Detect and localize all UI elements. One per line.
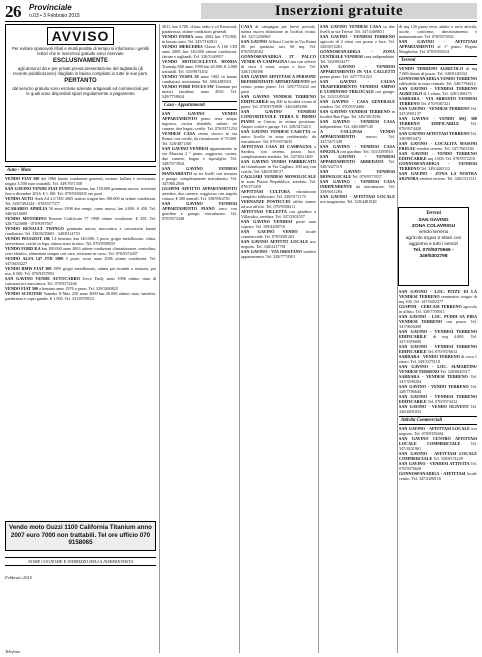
classified-ad — [5, 226, 156, 236]
ad-body: piano terra ampio ingresso, cucina abitabile, salone, tre camere, due bagni, cortile. Tel. 070/9371254 — [162, 116, 237, 131]
avviso-pertanto-title: PERTANTO — [64, 78, 97, 84]
ad-body: gommata nuova, meccanica e carrozzeria buone condizioni. Tel. 338/8235665 - 340/8314733 — [5, 226, 156, 236]
column-divider — [159, 24, 160, 653]
classified-ad — [320, 169, 395, 179]
ad-headline: GONNOSFANADIGA VENDO TERRENO — [399, 76, 477, 81]
ad-body: del 1966 buone condizioni generali, motore, bollata e revisionata, targata 3.500 euro trattabili. Tel. 349/7671358 — [5, 176, 156, 186]
classified-ad — [399, 96, 477, 106]
column-casa — [162, 24, 237, 652]
classified-ad — [399, 131, 477, 141]
classified-ad — [241, 39, 316, 54]
classified-ad — [162, 201, 237, 221]
zona-line4: agricolo irrguo 2 ettari con aggiorna e tutti i servizi — [405, 236, 462, 247]
classified-ad — [399, 329, 477, 344]
ad-headline: SARDARA - VIA ARBOSTO VENDESI TERRENO — [399, 96, 477, 106]
classified-ad — [241, 24, 316, 39]
classified-ad — [241, 54, 316, 74]
classified-ad — [162, 74, 237, 84]
ad-headline: VERNANZE POSTICCIO — [241, 199, 293, 204]
ad-body: di mq 7.000 dotato di pozzo. Tel. 340/8120334 — [399, 66, 477, 76]
ad-body: Tel. 340/3327119 — [320, 159, 395, 169]
ad-body: Booster Codificato 77 1998 ottime condizioni. € 350. Tel. 328/7323008 - 070/9397567 — [5, 216, 156, 226]
ad-headline: SCARABEO APRILIA — [5, 206, 49, 211]
classified-ad — [320, 34, 395, 49]
ad-body: in località Bau Figu. Tel. 349/3012556 — [320, 109, 395, 119]
ad-headline: SARDARA - VENDO TERRENO — [399, 354, 462, 359]
ad-headline: VENDO FORD FOCUS SW — [162, 84, 216, 89]
ad-body: con garage. Tel. 333/1185520 — [320, 89, 395, 99]
ad-body: locale centro. Tel. 347/2280116 — [399, 471, 477, 481]
ad-headline: SAN GAVINO - AFFITTASI LOCALE — [320, 194, 395, 199]
zona-phone: Tel. 070/9370666 - 349/5302798 — [413, 248, 454, 259]
ad-headline: SAN GAVINO VENDESI CASA — [320, 24, 384, 29]
ad-headline: SAN GAVINO - CASA GENERALE — [320, 99, 395, 104]
ad-headline: SAN GAVINO - VIA ORISTANO — [241, 249, 304, 254]
classified-ad — [399, 436, 477, 451]
ad-body: Tel. 070/9374420 — [399, 121, 477, 131]
ad-body: nuovo. Tel. 347/5471349 — [320, 134, 395, 144]
classified-ad — [241, 249, 316, 259]
classified-ad — [162, 111, 237, 131]
ad-headline: VENDO FORD KA — [5, 246, 42, 251]
ad-headline: VENDO PANDA — [162, 34, 195, 39]
classified-ad — [399, 374, 477, 384]
coupon-date: Febbraio 2015 — [5, 575, 32, 580]
ad-body: Tel. 338/8810472 — [399, 131, 477, 141]
ad-headline: SAN GAVINO VENDESI — [162, 146, 210, 151]
ad-body: 5 porte, rossa anno 2006 ottime condizioni. Tel. 347/8453227 — [5, 256, 156, 266]
classified-ad — [241, 144, 316, 159]
ad-headline: SAN GAVINO AFFITTO LOCALE — [241, 239, 311, 244]
category-header: Terreni — [399, 56, 477, 65]
classified-ad — [399, 24, 477, 39]
classified-ad — [399, 39, 477, 54]
ad-body: 2011, km 4.700, clima, radio e cd Kenwood, parabrezza, ottime condizioni generali. — [162, 24, 237, 34]
ad-headline: GONNOSFANADIGA IT PALCO VENDE IN CAMPAGNA — [241, 54, 316, 64]
ad-headline: SAN GAVINO VENDESI MANSARDATO — [162, 166, 237, 176]
ad-body: su tre livelli con terrazza e garage, completamente ristrutturato. Tel. 347/8812056 — [162, 171, 237, 186]
ad-body: agricolo in affitto. Tel. 329/7700011 — [399, 304, 477, 314]
ad-headline: SAN GAVINO - VENDESI APPARTAMENTO IN VIA CALLETTI — [320, 64, 395, 74]
ad-body: con pozzo. Tel. 347/9650490 — [399, 319, 477, 329]
ad-body: Tel. 347/2901137 — [399, 106, 477, 116]
ad-headline: VENDO SCOOTER — [5, 291, 44, 296]
classified-ad — [162, 34, 237, 44]
ad-body: con giardino a Villacidro, arredata. Tel. 347/2301557 — [241, 209, 316, 219]
ad-headline: CASA — [241, 24, 256, 29]
ad-body: anno 1982 in buone condizioni, revisionata. Tel. 380/4485501 — [162, 74, 237, 84]
ad-body: Audi A4 2.0 TDI 2005 station wagon km 190.000 in ottime condizioni. Tel. 349/7492224 - 070/9377377 — [5, 196, 156, 206]
ad-headline: SAN GAVINO AFFITTASI A PERSONE REFERENZIATE APPARTAMENTO — [241, 74, 316, 84]
ad-body: 50 anno 1998 due tempi, come nuovo, km 4.000. € 450. Tel. 340/4216695 — [5, 206, 156, 216]
ad-body: di circa 1 ettaro. Tel. 349/3375118 — [399, 354, 477, 364]
ad-headline: AFFITTASI CULTURA — [241, 189, 297, 194]
header-rule — [5, 21, 477, 22]
classified-ad — [241, 159, 316, 174]
ad-body: uso negozio. Tel. 340/2217781 — [241, 239, 316, 249]
classified-ad — [399, 161, 477, 171]
zona-line1: SAN GAVINO — [418, 218, 449, 223]
section-title: Inserzioni gratuite — [201, 3, 477, 19]
ad-body: 1995 grigio metallizzato, ottima per ricambi o restauro, per uso, € 500. Tel. 070/9357893 — [5, 266, 156, 276]
ad-headline: SAN GAVINO - CAUSA TRASFERIMENTO VENDESI AMPIO E LUMINOSO TRILOCALE — [320, 79, 395, 94]
ad-headline: SAN GAVINO - LOC. PITZU DI LA VENDESI TERRENO — [399, 289, 477, 299]
avviso-title: AVVISO — [47, 27, 115, 45]
ad-body: 1.4 benzina, km 140.000, 5 porte, grigio metallizzato, clima, servosterzo, cerchi in lega, ottimo stato in tutto. Tel. 070/9358555 — [5, 236, 156, 246]
coupon-name-bar: NOME COGNOME E INDIRIZZO DELLA INSERZIONISTA — [5, 557, 156, 566]
category-header: Casa - Appartamenti — [162, 101, 237, 110]
classified-ad — [320, 129, 395, 144]
zona-title: Terreni — [425, 211, 442, 216]
classified-ad — [399, 304, 477, 314]
classified-ad — [241, 74, 316, 94]
zona-colavrigu-box — [398, 207, 469, 286]
classified-ad — [5, 196, 156, 206]
classified-ad — [399, 384, 477, 394]
ad-body: arredato, due camere, soggiorno con angolo cottura. € 300 mensili. Tel. 338/9924701 — [162, 191, 237, 201]
column-divider — [397, 24, 398, 653]
ad-headline: SAN GAVINO - VENDO OLIVETO — [399, 404, 471, 409]
ad-body: Casa con uliveto di circa 4 ettari, acqua e luce. Tel. 328/1180396 — [241, 59, 316, 74]
classified-ad — [399, 141, 477, 151]
ad-headline: CAGLIARI VENDESI MONOLOCALE — [241, 174, 316, 179]
ad-headline: VENDO MOTORINO — [5, 216, 49, 221]
column-divider — [318, 24, 319, 653]
ad-headline: SAN GAVINO - VENDESI TERRENO — [399, 106, 471, 111]
classified-ad — [399, 354, 477, 364]
ad-headline: SAN GAVINO VENDESI MONOLOCALE — [320, 169, 395, 179]
ad-headline: SAN GAVINO - VENDESI CASA — [320, 119, 395, 124]
ad-headline: VENDO MOTOCICLETTA HONDA — [162, 59, 237, 64]
ad-body: Iveco Daily anno 1996 ottimo stato di carrozzeria e meccanica. Tel. 070/9372246 — [5, 276, 156, 286]
classified-ad — [399, 86, 477, 96]
avviso-intro: Per evitare spiacevoli rifiuti e inutili perdite di tempo si informano i gentili lettori che le inserzioni gratuite sono riservate — [12, 46, 149, 56]
classified-ad — [399, 171, 477, 181]
classified-ad — [241, 109, 316, 129]
ad-body: Tel. 070/9374412 — [427, 399, 458, 404]
ad-headline: AFFITTASI CASA DI CAMPAGNA — [241, 144, 315, 149]
ad-headline: GONNOSFANADIGA - AFFITTASI — [399, 471, 467, 476]
ad-headline: SAN GAVINO - AFFITTASI LOCALE — [399, 426, 472, 431]
classified-ad — [241, 174, 316, 189]
column-terreni-top — [399, 24, 477, 204]
classified-ad — [320, 49, 395, 64]
ad-body: vendesi appartamento. Tel. 328/7774501 — [241, 249, 316, 259]
ad-body: mq 1.000. Tel. 070/9372210 — [427, 156, 476, 161]
classified-ad — [399, 76, 477, 86]
ad-headline: SAN GAVINO - VENDO TERRENO — [399, 384, 471, 389]
ad-body: indipendente. Tel. 340/4887120 — [320, 124, 374, 129]
classified-ad — [162, 186, 237, 201]
ad-headline: SAN GAVINO VENDE FIAT PUNTO — [5, 186, 75, 191]
ad-headline: SAN GAVINO — [241, 39, 269, 44]
ad-headline: SAN GAVINO - VENDESI TERRENO AGRICOLO — [399, 86, 477, 96]
avviso-box — [5, 24, 156, 162]
ad-body: anno 2002 km 170.000, in buono stato. Tel. 345/7163811 — [162, 34, 237, 44]
ad-headline: A COLLINAS VENDO APPARTAMENTO — [320, 129, 395, 139]
ad-headline: SAN GAVINO VENDESI CASETTA — [241, 129, 313, 134]
classified-ad — [399, 451, 477, 461]
classified-ad — [399, 289, 477, 304]
ad-headline: VENDO RENAULT TWINGO — [5, 226, 67, 231]
ad-body: terra con giardino e garage, ristrutturato. Tel. 070/9373348 — [162, 206, 237, 221]
classified-ad — [399, 461, 477, 471]
ad-body: nel centro, primo piano. Tel. 329/7755434 ore pasti — [241, 79, 316, 94]
classified-ad — [5, 246, 156, 256]
ad-body: a Sardara, con terreno, pozzo, luce, completamente arredata. Tel. 347/8521469 — [241, 144, 316, 159]
column-case-3 — [241, 24, 316, 652]
ad-headline: SAN GAVINO - VENDESI CASA SINGOLA — [320, 144, 395, 154]
ad-body: appartamento in via Mazzini 2 ° piano, soggiorno, cucina, due camere, bagno e ripostiglio. Tel. 348/5573924 — [162, 146, 237, 166]
ad-headline: VENDO PEUGEOT 106 — [5, 236, 52, 241]
ad-headline: VENDO BMW FIAT 300 — [5, 266, 54, 271]
ad-body: casa indipendente. Tel. 320/0034277 — [320, 54, 395, 64]
classified-ad — [320, 24, 395, 34]
ad-headline: SAN GAVINO - VENDESI APPARTAMENTO ARREDATO — [320, 154, 395, 164]
classified-ad — [320, 119, 395, 129]
ad-body: vendesi terreno. Tel. 340/1531121 — [419, 176, 477, 181]
issue-info: n.03 • 3 Febbraio 2015 — [29, 13, 80, 19]
classified-ad — [162, 59, 237, 74]
classified-ad — [241, 219, 316, 229]
ad-body: Classe A 160 CDI anno 2009, km 140.000 ottime condizioni, fatture e tagliandi. Tel. 320/5340957 — [162, 44, 237, 59]
ad-body: di mq 120 piano terra, adatto a varie attività, uscite, conforme, direzionamento e manutenzione. Tel. 070/9370541 — [399, 24, 477, 39]
classified-ad — [241, 199, 316, 209]
classified-ad — [320, 194, 395, 204]
ad-headline: SAN GAVINO VENDESI APPARTAMENTO PIANO — [162, 201, 237, 211]
classified-ad — [241, 229, 316, 239]
ad-body: Tel. 349/4465112 — [420, 166, 451, 171]
classified-ad — [162, 24, 237, 34]
page-header — [5, 3, 477, 21]
ad-body: Transalp 600 anno 1999 km 45.000, € 2.000 trattabili. Tel. 335/9874102 — [162, 64, 237, 74]
ad-body: al 1° piano, Regina Margherita. Tel. 070/9359314 — [399, 44, 477, 54]
category-header: Attività Commerciali — [399, 416, 477, 425]
ad-headline: SAN GAVINO VENDO FABBRICATO — [241, 159, 316, 164]
classified-ad — [5, 216, 156, 226]
ad-body: Tel. 070/9376612 — [427, 349, 458, 354]
classified-ad — [399, 314, 477, 329]
ad-body: Yamaha X-Max 250 anno 2009 km 20.000 ottimo stato, bauletto, parabrezza e copri gambe. € 1.500. Tel. 331/6978512 — [5, 291, 156, 301]
ad-headline: VENDO FIAT 500 — [5, 176, 42, 181]
classified-ad — [320, 79, 395, 99]
ad-headline: SAN GAVINO - VENDO TERRENO EDIFICABILE — [399, 151, 477, 161]
ad-headline: SAN GAVINO - ZONA LA NOSTRA SIGNORA — [399, 171, 477, 181]
ad-body: mq 300 in località vicino al paese. Tel. 070/9370808 - 340/4493296 — [241, 99, 316, 109]
ad-headline: SAN GAVINO - LOC. PUDDI SA PIRA VENDESI TERRENO — [399, 314, 477, 324]
classified-ad — [320, 154, 395, 169]
classified-ad — [162, 131, 237, 146]
ad-headline: VENDO TERRENO AGRICOLO — [399, 66, 466, 71]
ad-body: su unico livello in zona residenziale, da ristrutturare. Tel. 070/9374635 — [241, 129, 316, 144]
classified-ad — [399, 116, 477, 131]
classified-ad — [399, 151, 477, 161]
ad-body: Tel. 070/9375557 — [352, 174, 382, 179]
ad-body: seminativo irriguo di mq 100. Tel. 347/9452377 — [399, 294, 477, 304]
ad-body: Tel. 338/6574229 — [433, 456, 463, 461]
column-auto-moto — [5, 164, 156, 519]
ad-headline: SAN GAVINO VENDESI TERRENO EDIFICABILE — [241, 94, 316, 104]
classified-ad — [399, 344, 477, 354]
ad-body: da ristrutturare. Tel. 339/6011284 — [320, 184, 395, 194]
ad-headline: GUSPINI - CERCASI TERRENO — [399, 304, 464, 309]
category-header: Auto - Moto — [5, 166, 156, 175]
promo-box: Vendo moto Guzzi 1100 California Titanium anno 2007 euro 7000 non trattabili. Tel ore ufficio 070 9158065 — [5, 521, 156, 551]
ad-body: uso magazzino. Tel. 328/4481920 — [320, 199, 377, 204]
ad-body: Tel. 347/4431961 — [399, 441, 477, 451]
ad-headline: SAN GAVINO - AFFITTASI APPARTAMENTO — [399, 39, 477, 49]
ad-body: a benzina anno 1976 a pezzi. Tel. 329/5480823 — [39, 286, 118, 291]
classified-ad — [320, 64, 395, 79]
ad-body: con giardino. Tel. 333/3395810 — [340, 149, 393, 154]
classified-ad — [241, 239, 316, 249]
classified-ad — [241, 94, 316, 109]
ad-headline: SAN GAVINO VENDESI TERRENO — [320, 109, 392, 114]
ad-headline: VENDO AUTO — [5, 196, 35, 201]
ad-body: in zona Piazza Repubblica, arredato. Tel. 070/273419 — [241, 179, 316, 189]
classified-ad — [320, 179, 395, 194]
ad-headline: SAN GAVINO CENTRO AFFITTASI LOCALE COMMERCIALE — [399, 436, 477, 446]
classified-ad — [5, 206, 156, 216]
zona-line3: vendo terreno — [418, 230, 449, 235]
publication-logo: Provinciale — [29, 3, 72, 12]
classified-ad — [320, 144, 395, 154]
ad-body: di 1 ettaro. Tel. 328/1168273 — [423, 91, 472, 96]
ad-headline: VENDESI CASA — [162, 131, 198, 136]
ad-headline: SAN GAVINO VENDE AUTOCARRO — [5, 276, 83, 281]
ad-body: su due livelli in via Trieste. Tel. 347/4469831 — [320, 24, 395, 34]
ad-headline: SAN GAVINO - AFFITTASI LOCALE COMMERCIALE — [399, 451, 477, 461]
ad-headline: SAN GAVINO - VENDESI ATTIVITA — [399, 461, 471, 466]
ad-headline: GONNOSFANADIGA - ZONA CENTRALE VENDESI — [320, 49, 395, 59]
ad-body: primo piano. Tel. 347/7701223 — [320, 74, 372, 79]
avviso-exclusive-body: agli annunci da e per privati previa presentazione del tagliando (di recente pubblicazione) ritagliato in basso compilato in tutte le sue parti. — [13, 66, 148, 76]
ad-body: Tel. 347/5590204 — [399, 374, 477, 384]
classified-ad — [162, 44, 237, 59]
ad-body: in Centro, in ottima posizione. Ampio cortile e garage. Tel. 328/5474215 — [241, 119, 316, 129]
ad-body: di campagna per breve periodo, nonna nuova abitazione in località vicina. Tel. 347/1256963 — [241, 24, 316, 39]
ad-headline: GUSPINI AFFITTO APPARTAMENTO — [162, 186, 237, 191]
classified-ad — [5, 256, 156, 266]
avviso-exclusive-title: ESCLUSIVAMENTE — [53, 58, 108, 64]
ad-headline: SAN GAVINO - VENDESI CASA INDIPENDENTE — [320, 179, 395, 189]
ad-body: Tel. 070/9387221 — [420, 101, 451, 106]
coupon-phone-label: Telefono — [5, 649, 21, 654]
classified-ad — [5, 276, 156, 286]
ad-headline: SAN GAVINO VENDO APPARTAMENTO — [162, 111, 237, 121]
ad-headline: SAN GAVINO - VENDO MQ 300 TERRENO EDIFICABILE — [399, 116, 477, 126]
zona-line2: ZONA COLAVRIGU — [411, 224, 456, 229]
classified-ad — [241, 209, 316, 219]
avviso-pertanto-body: dal servizio gratuito sono escluse aziende artigianali ed commerciali per le quali sono disponibili spazi regolarmente a pagamento — [12, 86, 149, 96]
classified-ad — [5, 266, 156, 276]
ad-headline: SARDARA - VENDESI TERRENO — [399, 374, 471, 379]
column-divider — [239, 24, 240, 653]
classified-ad — [241, 129, 316, 144]
ad-body: Tel. 320/0845317 — [440, 369, 470, 374]
ad-body: locale commerciale. Tel. 070/9381263 — [241, 229, 316, 239]
classified-ad — [320, 99, 395, 109]
ad-headline: SAN GAVINO - LOCALITA MASONI FRIGAU — [399, 141, 477, 151]
ad-headline: SAN GAVINO VENDO — [241, 229, 306, 234]
ad-headline: VENDO VESPA 50 — [162, 74, 201, 79]
classified-ad — [162, 84, 237, 99]
classified-ad — [5, 186, 156, 196]
ad-body: Tel. 328/7786644 — [399, 384, 477, 394]
classified-ad — [399, 426, 477, 436]
ad-headline: SAN GAVINO - VENDESI TERRENO EDIFICABILE — [399, 394, 477, 404]
page-number: 26 — [5, 2, 21, 21]
classified-ad — [399, 471, 477, 481]
ad-body: edificabile in zona centrale. Tel. 346/7794612 — [399, 81, 476, 86]
classified-ad — [162, 166, 237, 186]
ad-body: benzina, km 150.000 gommata nuova, revisione fino a dicembre 2016. € 1.100. Tel. 070/9358035 ore pasti — [5, 186, 156, 196]
classified-ad — [399, 364, 477, 374]
ad-headline: SAN GAVINO VENDESI CONFORTEVOLE TERRA E PRIMO PIANO — [241, 109, 316, 124]
classified-ad — [399, 66, 477, 76]
ad-body: Tel. 340/4491833 — [399, 404, 477, 414]
ad-headline: GONNOSFANADIGA - VENDESI TERRENO — [399, 161, 477, 171]
ad-headline: VENDO ALFA 147 JTD 1900 — [5, 256, 66, 261]
column-terreni — [399, 289, 477, 653]
ad-headline: SAN GAVINO - VENDESI TERRENO — [320, 34, 395, 39]
ad-headline: SAN GAVINO - VENDESI TERRENO EDIFICABILE — [399, 329, 477, 339]
classified-ad — [320, 109, 395, 119]
classified-ad — [399, 106, 477, 116]
classified-ad — [399, 394, 477, 404]
ad-body: ristrutturato completo fabbricato. Tel. 328/9171175 — [241, 189, 316, 199]
ad-headline: SAN GAVINO VENDESI — [241, 219, 296, 224]
classified-ad — [5, 236, 156, 246]
ad-body: agricolo di 2 ettari con pozzo e luce. Tel. 320/6572201 — [320, 39, 395, 49]
ad-headline: SAN GAVINO AFFITTASI TERRENO — [399, 131, 471, 136]
classified-ad — [5, 176, 156, 186]
classified-ad — [241, 189, 316, 199]
classified-ad — [162, 146, 237, 166]
ad-body: di mq 4.000. Tel. 347/1856600 — [399, 334, 477, 344]
column-case-4 — [320, 24, 395, 652]
ad-headline: VENDO MERCEDES — [162, 44, 205, 49]
ad-body: Titanium per motivi familiari, anno 2010. Tel. 349/7758624 — [162, 84, 237, 99]
classified-ad — [399, 404, 477, 414]
ad-body: da ristrutturare in Via Cagliari, 200 mq con cortile. Tel. 340/9188727 — [241, 164, 316, 174]
ad-body: uso negozio. Tel. 070/9359461 — [399, 426, 477, 436]
ad-body: Affitasi Cortile in Via Roma 80 per qualsiasi uso, 60 mq. Tel. 070/9358102 — [241, 39, 316, 54]
ad-body: centro storico in via Roma, con cortile, da ristrutturare. € 70.000. Tel. 328/4871160 — [162, 131, 237, 146]
ad-headline: AFFITTASI VILLETTA — [241, 209, 290, 214]
ad-body: posto auto coperto. Tel. 339/4458710 — [241, 219, 316, 229]
ad-body: affitto stanze ad uso ufficio. Tel. 070/9358211 — [241, 199, 316, 209]
ad-headline: VENDO FIAT 500 — [5, 286, 40, 291]
ad-headline: SAN GAVINO - VENDESI TERRENO EDIFICABILE — [399, 344, 477, 354]
classified-ad — [5, 291, 156, 301]
ad-body: Tel. 070/9376620 — [399, 461, 477, 471]
ad-body: vendesi terreno. Tel. 347/7603184 — [416, 146, 474, 151]
ad-headline: SAN GAVINO - LOC. SUMARTINU VENDESI TERRENO — [399, 364, 477, 374]
ad-body: km 100.000 anno 2003 ottime condizioni climatizzatore, centralina, vetri elettrici, alimentata sempre con cura, revisione in corso. Tel. 070/9374457 — [5, 246, 156, 256]
ad-body: vendesi. Tel. 070/9374460 — [320, 104, 365, 109]
